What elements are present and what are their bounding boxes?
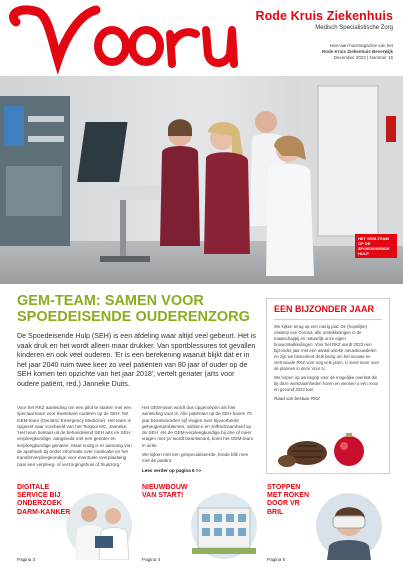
brand-name[interactable]: Rode Kruis Ziekenhuis xyxy=(255,9,393,23)
masthead xyxy=(0,0,403,74)
hero-photo xyxy=(0,76,403,284)
sidebar-signature: Raad van bestuur RKZ xyxy=(274,396,320,401)
main-article xyxy=(17,293,257,390)
teaser-stoppen-roken[interactable] xyxy=(267,484,388,562)
divider xyxy=(274,319,382,320)
article-column-1: Voor het RKZ aanleiding om een pilot te starten met een speciaal team voor kwetsbare ouderen op de SEH: het GEM-team (Geriatric Emergency Medicine). Het team is opgezet naar voorbeeld van het Tergooi MC, Janneke: 'Het team bestaat uit de behandelend SEH arts en SEH verpleegkundige, aangevuld met een geriater en verpleegkundige geriatrie. Maar nodig is er aanvang van de apotheek bij onder informatie over medicatie en het transferverpleegkundige voor eventuele overplaatsing naar een verpleeg- of verzorgingshuis of thuiszorg.' xyxy=(17,405,132,467)
article-lead: De Spoedeisende Hulp (SEH) is een afdeling waar altijd veel gebeurt. Het is vaak druk en het wordt alleen maar drukker. Van sportblessures tot gevallen kinderen en ook veel ouderen. 'Er is een berekening waaruit blijkt dat er in het jaar 2040 ruim twee keer zo veel patiënten van 80 jaar of ouder op de SEH komen ten opzichte van het jaar 2018', vertelt geriater (arts voor oudere patiënt, red.) Janneke Duits. xyxy=(17,332,256,388)
pinecone-ornament-icon xyxy=(273,427,383,469)
sidebar-title: EEN BIJZONDER JAAR xyxy=(274,304,375,314)
teaser-digitale-service[interactable] xyxy=(17,484,138,562)
article-column-2: Het GEM-team wordt dus opgeroepen als hier aanleiding voor is. Alle patiënten op de SEH boven 70 jaar beantwoorden vijf vragen over bijvoorbeeld geheugenproblemen, valrisico en zelfredzaamheid op de SEH. Als de GEM-verpleegkundige bij drie of meer vragen met 'ja' wordt beantwoord, komt het GEM-team in actie. We kijken met een gespecialiseerde, brede blik mee met de patiënt. Lees verder op pagina 6 >> xyxy=(142,405,257,474)
teaser-page: Pagina 4 xyxy=(142,557,161,562)
teaser-title: NIEUWBOUW VAN START! xyxy=(142,484,188,500)
voor-u-logo xyxy=(0,0,260,76)
article-headline[interactable]: GEM-TEAM: SAMEN VOOR SPOEDEISENDE OUDERENZORG xyxy=(17,293,250,325)
teaser-page: Pagina 3 xyxy=(17,557,36,562)
photo-caption: HET GEM-TEAM OP DE SPOEDEISENDE HULP xyxy=(355,234,397,258)
teaser-page: Pagina 5 xyxy=(267,557,286,562)
teaser-nieuwbouw[interactable] xyxy=(142,484,263,562)
read-more-link[interactable]: Lees verder op pagina 6 >> xyxy=(142,467,202,473)
brand-block xyxy=(255,9,393,31)
sidebar-text: We kijken terug op een roerig jaar. De (hopelijke) nasleep van Corona, alle ontwikkelingen in de maatschappij en natuurlijk onze eigen bouwontwikkelingen. Voor het RKZ wordt 2023 een bijzonder jaar met een aantal unieke nieuwbouwdelen en zijn we binnenkort druk bezig om het nieuwe en vertrouwde RKZ voor nog vele jaren. U leest meer over de plannen in deze Voor U. We hopen op uw begrip voor de mogelijke overlast die bij deze werkzaamheden horen en wensen u een mooi en gezond 2023 toe! xyxy=(274,324,380,392)
sidebar-box xyxy=(266,298,390,474)
brand-tagline: Medisch Specialistische Zorg xyxy=(315,25,393,31)
masthead-title: Voor u xyxy=(0,0,3,1)
teaser-title: DIGITALE SERVICE BIJ ONDERZOEK DARM-KANKER xyxy=(17,484,71,516)
teasers xyxy=(17,484,393,562)
article-body xyxy=(17,405,257,474)
teaser-title: STOPPEN MET ROKEN DOOR VR BRIL xyxy=(267,484,309,516)
publication-info: Huis-aan-huismagazine van het Rode Kruis Ziekenhuis Beverwijk December 2022 | Nummer 16 xyxy=(321,43,393,60)
